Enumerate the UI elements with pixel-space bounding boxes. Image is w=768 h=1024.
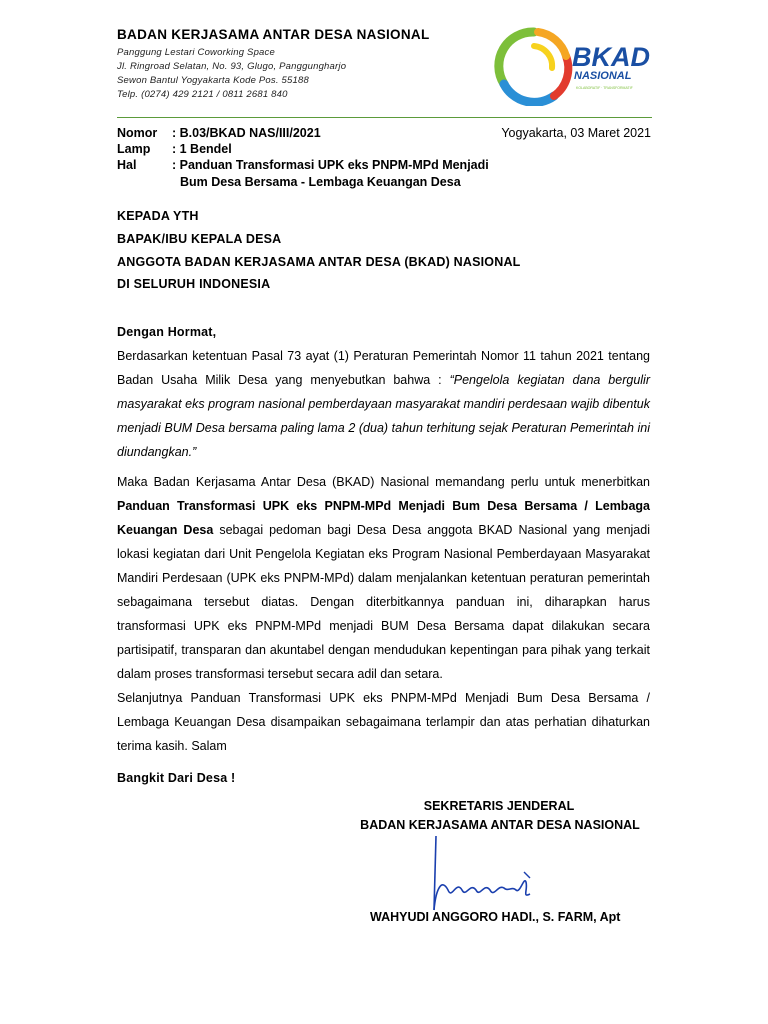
recipient-line-1: KEPADA YTH [117, 209, 199, 223]
recipient-line-2: BAPAK/IBU KEPALA DESA [117, 232, 282, 246]
paragraph-1 [117, 344, 650, 464]
recipient-line-4: DI SELURUH INDONESIA [117, 277, 271, 291]
guide-title: Panduan Transformasi UPK eks PNPM-MPd Menjadi Bum Desa Bersama / Lembaga Keuangan Desa [117, 499, 650, 537]
logo-text-sub: NASIONAL [574, 70, 632, 82]
closing-motto: Bangkit Dari Desa ! [117, 771, 236, 785]
salutation: Dengan Hormat, [117, 325, 217, 339]
paragraph-2-intro: Maka Badan Kerjasama Antar Desa (BKAD) Nasional memandang perlu untuk menerbitkan [117, 475, 650, 489]
bkad-logo [494, 26, 654, 106]
org-name: BADAN KERJASAMA ANTAR DESA NASIONAL [117, 27, 430, 42]
logo-text-main: BKAD [572, 42, 650, 72]
lamp-value: : 1 Bendel [172, 142, 232, 156]
paragraph-3: Selanjutnya Panduan Transformasi UPK eks PNPM-MPd Menjadi Bum Desa Bersama / Lembaga Keuangan Desa disampaikan sebagaimana terlampir dan atas perhatian dihaturkan terima kasih. Salam [117, 691, 650, 753]
nomor-value: : B.03/BKAD NAS/III/2021 [172, 126, 321, 140]
nomor-label: Nomor [117, 126, 158, 140]
paragraph-2-rest: sebagai pedoman bagi Desa Desa anggota BKAD Nasional yang menjadi lokasi kegiatan dari Unit Pengelola Kegiatan eks Program Nasional Pemberdayaan Masyarakat Mandiri Perdesaan (UPK eks PNPM-MPd) dalam menjalankan ketentuan peraturan pemerintah sebagaimana tersebut diatas. Dengan diterbitkannya panduan ini, diharapkan harus transformasi UPK eks PNPM-MPd menjadi BUM Desa Bersama dapat dilakukan secara partisipatif, transparan dan akuntabel dengan mendudukan kepentingan para pihak yang terkait dalam proses transformasi tersebut secara adil dan setara. [117, 523, 650, 681]
hal-value-line-1: : Panduan Transformasi UPK eks PNPM-MPd Menjadi [172, 158, 489, 172]
signatory-name: WAHYUDI ANGGORO HADI., S. FARM, Apt [370, 910, 621, 924]
signatory-title: SEKRETARIS JENDERAL [423, 799, 575, 813]
address-line-street: Jl. Ringroad Selatan, No. 93, Glugo, Panggungharjo [117, 61, 347, 72]
signatory-organization: BADAN KERJASAMA ANTAR DESA NASIONAL [360, 818, 640, 832]
address-line-phone: Telp. (0274) 429 2121 / 0811 2681 840 [117, 89, 288, 100]
paragraph-1-text: Berdasarkan ketentuan Pasal 73 ayat (1) Peraturan Pemerintah Nomor 11 tahun 2021 tentang Badan Usaha Milik Desa yang menyebutkan bahwa : [117, 349, 650, 387]
logo-ring-icon [499, 32, 568, 102]
paragraph-2 [117, 470, 650, 686]
recipient-line-3: ANGGOTA BADAN KERJASAMA ANTAR DESA (BKAD) NASIONAL [117, 255, 521, 269]
address-line-venue: Panggung Lestari Coworking Space [117, 47, 275, 58]
handwritten-signature [428, 828, 548, 918]
regulation-quote: “Pengelola kegiatan dana bergulir masyarakat eks program nasional pemberdayaan masyarakat mandiri perdesaan wajib dibentuk menjadi BUM Desa bersama paling lama 2 (dua) tahun terhitung sejak Peraturan Pemerintah ini diundangkan.” [117, 373, 650, 459]
hal-label: Hal [117, 158, 137, 172]
address-line-city: Sewon Bantul Yogyakarta Kode Pos. 55188 [117, 75, 309, 86]
place-date: Yogyakarta, 03 Maret 2021 [501, 126, 651, 140]
logo-tagline: KOLABORATIF · TRANSFORMATIF [576, 86, 633, 90]
letterhead-divider [117, 117, 652, 118]
lamp-label: Lamp [117, 142, 151, 156]
hal-value-line-2: Bum Desa Bersama - Lembaga Keuangan Desa [180, 175, 461, 189]
